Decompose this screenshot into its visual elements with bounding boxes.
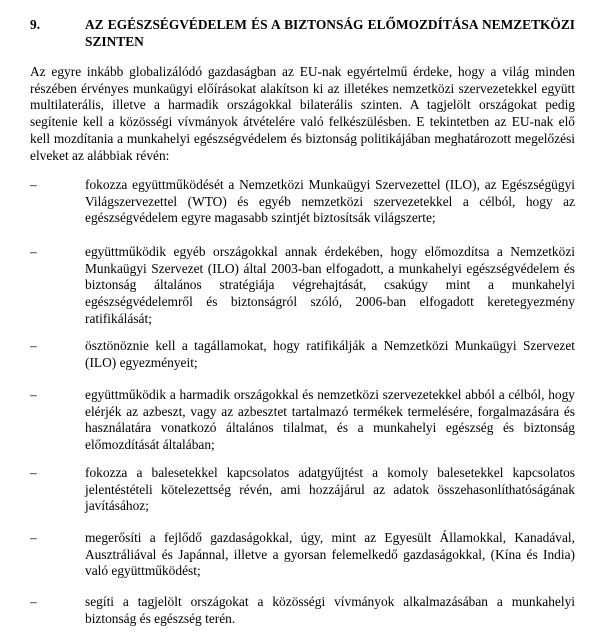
list-dash: – (30, 530, 37, 545)
list-item (30, 244, 575, 328)
list-dash: – (30, 387, 37, 402)
list-dash: – (30, 338, 37, 353)
section-heading (30, 16, 575, 50)
list-item (30, 177, 575, 227)
list-item (30, 387, 575, 454)
list-item-text: segíti a tagjelölt országokat a közösségi vívmányok alkalmazásában a munkahelyi biztonság és egészség terén. (85, 594, 575, 626)
list-dash: – (30, 465, 37, 480)
section-number: 9. (30, 17, 41, 32)
list-dash: – (30, 244, 37, 259)
list-item (30, 594, 575, 627)
list-item-text: megerősíti a fejlődő gazdaságokkal, úgy, mint az Egyesült Államokkal, Kanadával, Ausztráliával és Japánnal, illetve a gyorsan felemelkedő gazdaságokkal, (Kína és India) való együttműködést; (85, 530, 575, 579)
section-title: AZ EGÉSZSÉGVÉDELEM ÉS A BIZTONSÁG ELŐMOZDÍTÁSA NEMZETKÖZI SZINTEN (85, 17, 575, 49)
list-dash: – (30, 177, 37, 192)
intro-paragraph: Az egyre inkább globalizálódó gazdaságban az EU-nak egyértelmű érdeke, hogy a világ minden részében érvényes munkaügyi előírásokat alakítson ki az illetékes nemzetközi szervezetekkel együtt multilaterális, illetve a harmadik országokkal bilaterális szinten. A tagjelölt országokat pedig segítenie kell a közösségi vívmányok átvételére való felkészülésben. E tekintetben az EU-nak elő kell mozdítania a munkahelyi egészségvédelem és biztonság politikájában meghatározott megelőzési elveket az alábbiak révén: (30, 64, 575, 163)
list-item-text: együttműködik a harmadik országokkal és nemzetközi szervezetekkel abból a célból, hogy elérjék az azbeszt, vagy az azbesztet tartalmazó termékek termelésére, forgalmazására és használatára vonatkozó általános tilalmat, és a munkahelyi egészség és biztonság előmozdítását általában; (85, 387, 575, 453)
list-item (30, 338, 575, 371)
list-dash: – (30, 594, 37, 609)
list-item-text: fokozza együttműködését a Nemzetközi Munkaügyi Szervezettel (ILO), az Egészségügyi Világszervezettel (WTO) és egyéb nemzetközi szervezetekkel a célból, hogy az egészségvédelem egyre magasabb szintjét biztosítsák világszerte; (85, 177, 575, 226)
list-item-text: ösztönöznie kell a tagállamokat, hogy ratifikálják a Nemzetközi Munkaügyi Szervezet (ILO) egyezményeit; (85, 338, 575, 370)
list-item (30, 530, 575, 580)
list-item-text: együttműködik egyéb országokkal annak érdekében, hogy előmozdítsa a Nemzetközi Munkaügyi Szervezet (ILO) által 2003-ban elfogadott, a munkahelyi egészségvédelem és biztonság általános stratégiája végrehajtását, csakúgy mint a munkahelyi egészségvédelemről és biztonságról szóló, 2006-ban elfogadott keretegyezmény ratifikálását; (85, 244, 575, 326)
list-item-text: fokozza a balesetekkel kapcsolatos adatgyűjtést a komoly balesetekkel kapcsolatos jelentéstételi kötelezettség révén, ami hozzájárul az adatok összehasonlíthatóságának javításához; (85, 465, 575, 514)
list-item (30, 465, 575, 515)
